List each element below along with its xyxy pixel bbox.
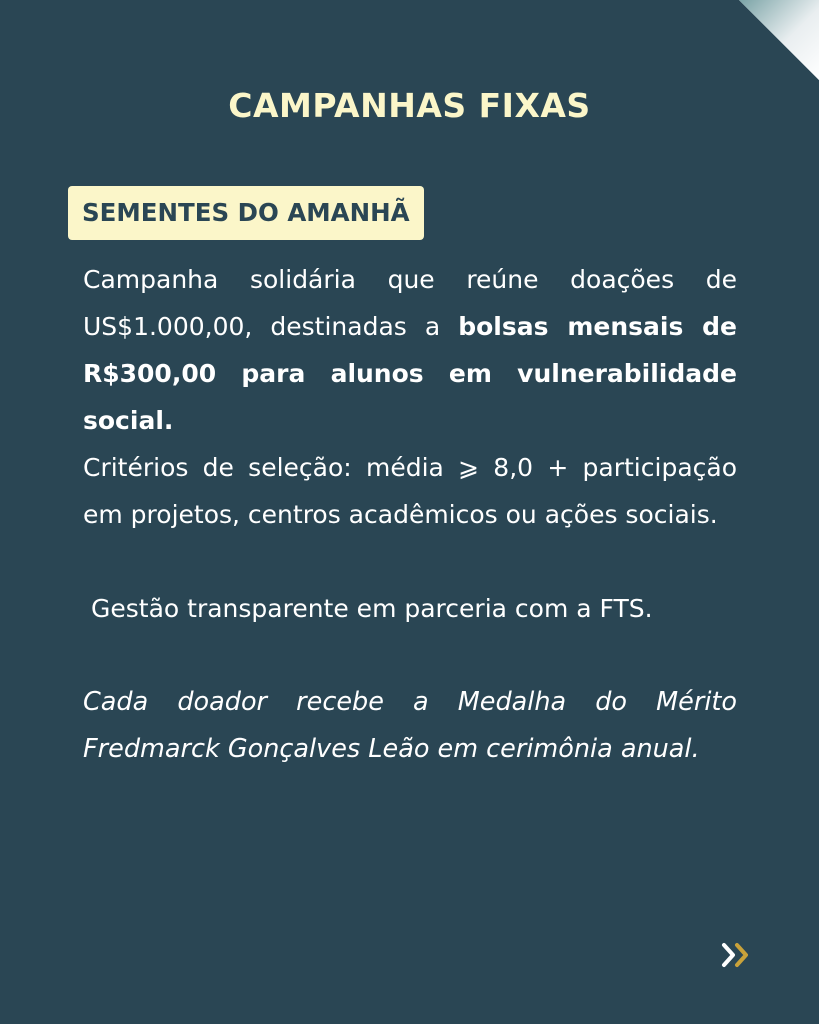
highlight-text: bolsas mensais de R$300,00 para alunos em vulnerabilidade social. — [83, 312, 737, 435]
award-paragraph: Cada doador recebe a Medalha do Mérito Fredmarck Gonçalves Leão em cerimônia anual. — [83, 687, 737, 764]
page-corner-fold — [739, 0, 819, 80]
intro-paragraph — [83, 256, 737, 444]
double-chevron-right-icon[interactable] — [718, 940, 758, 970]
criteria-paragraph: Critérios de seleção: média ⩾ 8,0 + participação em projetos, centros acadêmicos ou ações sociais. — [83, 453, 737, 529]
spacer — [83, 538, 737, 585]
section-badge: SEMENTES DO AMANHÃ — [68, 186, 424, 240]
campaign-description — [83, 256, 737, 773]
spacer — [83, 632, 737, 679]
page-title: CAMPANHAS FIXAS — [228, 86, 591, 125]
management-paragraph: Gestão transparente em parceria com a FTS. — [91, 594, 653, 623]
intro-text: Campanha solidária que reúne doações de US$1.000,00, destinadas a — [83, 265, 737, 341]
